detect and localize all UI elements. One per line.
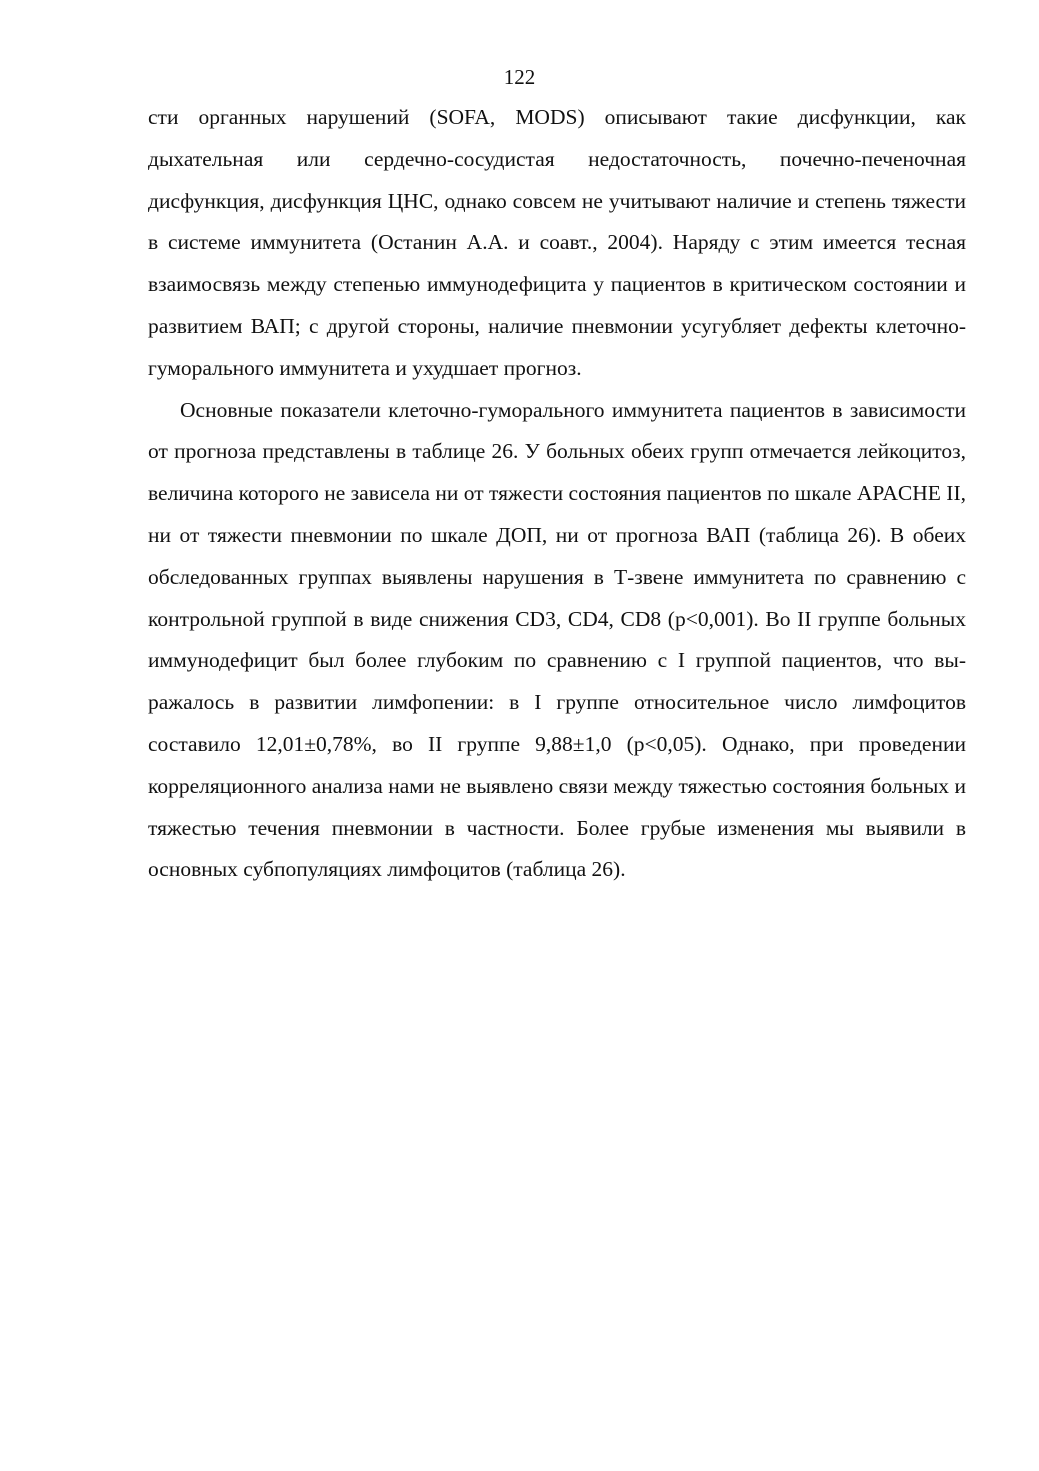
- paragraph-1: сти органных нарушений (SOFA, MODS) описывают такие дисфункции, как дыхательная или сердечно-сосудистая недостаточность, почечно-печеночная дисфункция, дисфункция ЦНС, однако совсем не учитывают наличие и степень тяжести в системе иммунитета (Останин А.А. и соавт., 2004). Наряду с этим имеется тесная взаимосвязь между степенью иммунодефицита у пациентов в критическом состоянии и развитием ВАП; с другой стороны, наличие пневмонии усугубляет дефекты клеточно-гуморального иммунитета и ухудшает прогноз.: [148, 105, 966, 380]
- paragraph-2: Основные показатели клеточно-гуморального иммунитета пациентов в зависимости от прогноза представлены в таблице 26. У больных обеих групп отмечается лейкоцитоз, величина которого не зависела ни от тяжести состояния пациентов по шкале APACHE II, ни от тяжести пневмонии по шкале ДОП, ни от прогноза ВАП (таблица 26). В обеих обследованных группах выявлены нарушения в Т-звене иммунитета по сравнению с контрольной группой в виде снижения CD3, CD4, CD8 (p<0,001). Во II группе больных иммунодефицит был более глубоким по сравнению с I группой пациентов, что выражалось в развитии лимфопении: в I группе относительное число лимфоцитов составило 12,01±0,78%, во II группе 9,88±1,0 (p<0,05). Однако, при проведении корреляционного анализа нами не выявлено связи между тяжестью состояния больных и тяжестью течения пневмонии в частности. Более грубые изменения мы выявили в основных субпопуляциях лимфоцитов (таблица 26).: [148, 397, 966, 882]
- document-body: [148, 97, 966, 891]
- page-number: 122: [503, 65, 536, 89]
